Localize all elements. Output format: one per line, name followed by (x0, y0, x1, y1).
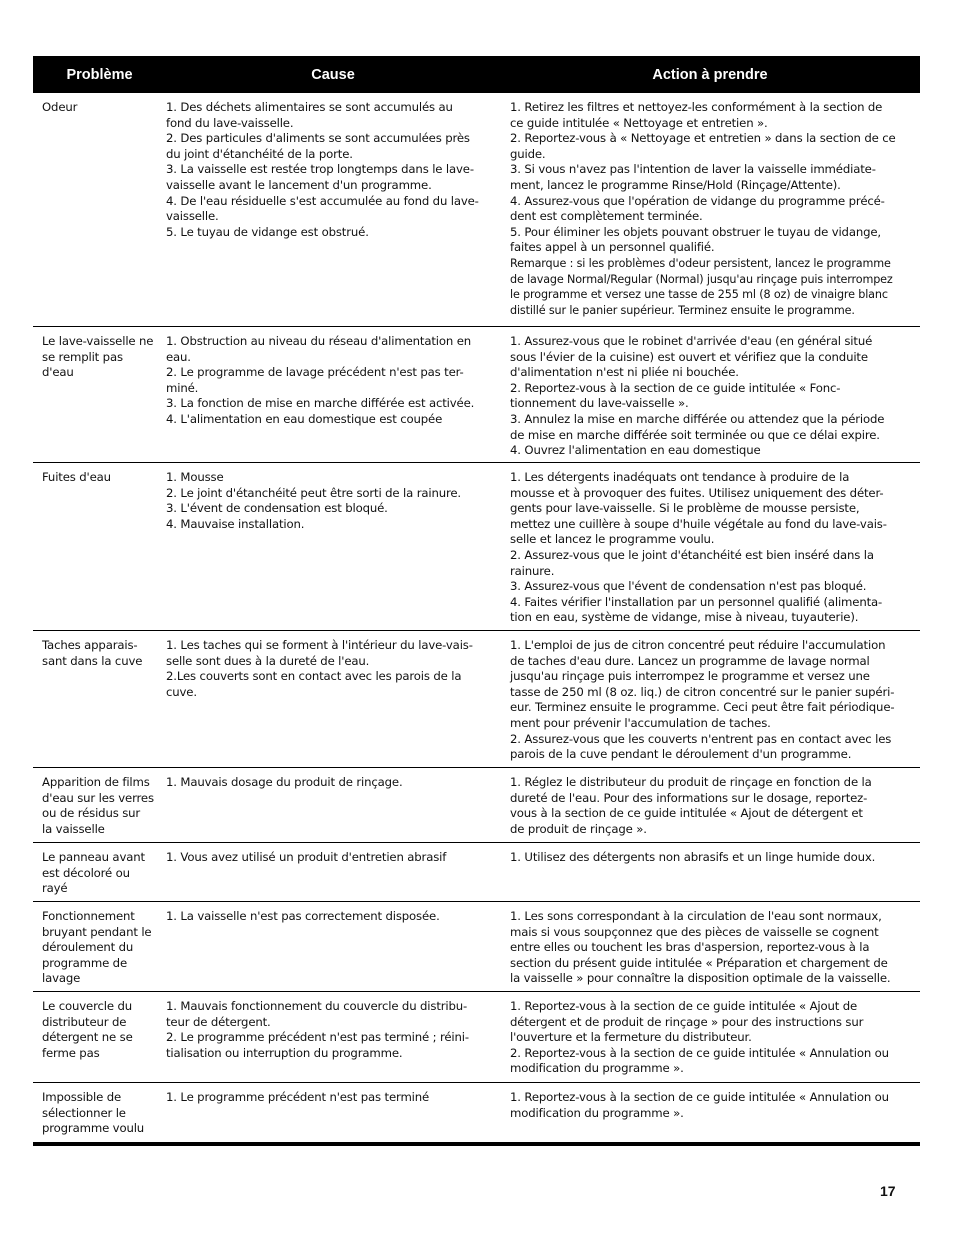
table-header (33, 56, 920, 93)
action-cell (510, 999, 920, 1082)
cell-text-line: d'eau sur les verres (42, 790, 154, 805)
cell-text-line: détergent ne se (42, 1030, 133, 1045)
cell-text-line: 1. Le programme précédent n'est pas terminé (166, 1090, 430, 1104)
cell-text-line: vaisselle avant le lancement d'un programme. (166, 177, 432, 192)
cell-text-line: tialisation ou interruption du programme. (166, 1045, 403, 1060)
problem-cell (33, 999, 166, 1082)
cell-text-line: 1. Vous avez utilisé un produit d'entretien abrasif (166, 850, 447, 864)
cell-text-line: se remplit pas (42, 349, 123, 364)
table-row (33, 93, 920, 327)
cause-cell (166, 850, 510, 901)
cell-text-line: Le panneau avant (42, 850, 145, 864)
remark-text-line: de lavage Normal/Regular (Normal) jusqu'au rinçage puis interrompez (510, 272, 893, 286)
table-row (33, 463, 920, 631)
cell-text-line: vaisselle. (166, 209, 219, 224)
cell-text-line: 2. Assurez-vous que le joint d'étanchéité est bien inséré dans la (510, 547, 874, 562)
cell-text-line: vous à la section de ce guide intitulée « Ajout de détergent et (510, 806, 863, 821)
cell-text-line: programme de (42, 955, 127, 970)
cell-text-line: Taches apparais- (42, 638, 138, 652)
cause-cell (166, 775, 510, 842)
cell-text-line: 1. Retirez les filtres et nettoyez-les conformément à la section de (510, 100, 883, 114)
cell-text-line: 1. Mousse (166, 470, 224, 484)
cell-text-line: 3. L'évent de condensation est bloqué. (166, 501, 388, 516)
cell-text-line: 1. L'emploi de jus de citron concentré peut réduire l'accumulation (510, 638, 886, 652)
cell-text-line: ou de résidus sur (42, 806, 141, 821)
cell-text-line: ferme pas (42, 1045, 100, 1060)
cell-text-line: teur de détergent. (166, 1014, 271, 1029)
table-row (33, 768, 920, 843)
cell-text-line: dent est complètement terminée. (510, 209, 703, 224)
remark-note (510, 256, 908, 318)
cell-text-line: 1. Mauvais fonctionnement du couvercle du distribu- (166, 999, 468, 1013)
cell-text-line: entre elles ou touchent les bras d'aspersion, reportez-vous à la (510, 940, 870, 955)
cell-text-line: selle et lancez le programme voulu. (510, 532, 715, 547)
cell-text-line: faites appel à un personnel qualifié. (510, 240, 715, 255)
column-header-problem: Problème (66, 66, 133, 83)
cell-text-line: cuve. (166, 684, 197, 699)
cell-text-line: 1. Des déchets alimentaires se sont accumulés au (166, 100, 453, 114)
table-row (33, 843, 920, 902)
cell-text-line: ment, lancez le programme Rinse/Hold (Rinçage/Attente). (510, 177, 841, 192)
cell-text-line: 2. Le joint d'étanchéité peut être sorti de la rainure. (166, 485, 461, 500)
cause-cell (166, 334, 510, 462)
cell-text-line: 1. Reportez-vous à la section de ce guide intitulée « Annulation ou (510, 1090, 889, 1104)
cell-text-line: la vaisselle » pour connaître la disposition optimale de la vaisselle. (510, 971, 891, 986)
remark-text-line: distillé sur le panier supérieur. Terminez ensuite le programme. (510, 303, 855, 317)
cell-text-line: rainure. (510, 563, 555, 578)
cell-text-line: 4. Assurez-vous que l'opération de vidange du programme précé- (510, 193, 885, 208)
cell-text-line: miné. (166, 380, 199, 395)
cell-text-line: mettez une cuillère à soupe d'huile végétale au fond du lave-vais- (510, 516, 887, 531)
cell-text-line: selle sont dues à la dureté de l'eau. (166, 653, 370, 668)
cell-text-line: 2. Reportez-vous à « Nettoyage et entretien » dans la section de ce (510, 131, 896, 146)
cell-text-line: du joint d'étanchéité de la porte. (166, 146, 353, 161)
cell-text-line: 1. Réglez le distributeur du produit de rinçage en fonction de la (510, 775, 872, 789)
cause-cell (166, 909, 510, 991)
cell-text-line: lavage (42, 971, 81, 986)
column-header-action: Action à prendre (652, 66, 768, 83)
cell-text-line: sélectionner le (42, 1105, 126, 1120)
cell-text-line: programme voulu (42, 1121, 145, 1136)
problem-cell (33, 470, 166, 630)
cell-text-line: de mise en marche différée soit terminée ou que ce délai expire. (510, 427, 880, 442)
cell-text-line: modification du programme ». (510, 1105, 684, 1120)
cell-text-line: 4. Mauvaise installation. (166, 516, 305, 531)
cell-text-line: eau. (166, 349, 191, 364)
cell-text-line: gents pour lave-vaisselle. Si le problème de mousse persiste, (510, 501, 860, 516)
cell-text-line: 4. L'alimentation en eau domestique est coupée (166, 411, 443, 426)
cell-text-line: 1. Les détergents inadéquats ont tendance à produire de la (510, 470, 850, 484)
cell-text-line: eur. Terminez ensuite le programme. Ceci peut être fait périodique- (510, 700, 895, 715)
cell-text-line: tion en eau, système de vidange, mise à niveau, tuyauterie). (510, 610, 859, 625)
problem-cell (33, 334, 166, 462)
problem-cell (33, 1090, 166, 1142)
cell-text-line: 4. Ouvrez l'alimentation en eau domestique (510, 443, 761, 458)
action-cell (510, 1090, 920, 1142)
remark-text-line: le programme et versez une tasse de 255 ml (8 oz) de vinaigre blanc (510, 288, 888, 302)
cell-text-line: 3. Assurez-vous que l'évent de condensation n'est pas bloqué. (510, 579, 867, 594)
cell-text-line: dureté de l'eau. Pour des informations sur le dosage, reportez- (510, 790, 868, 805)
cell-text-line: ment pour prévenir l'accumulation de taches. (510, 715, 771, 730)
table-row (33, 992, 920, 1083)
cause-cell (166, 638, 510, 767)
cell-text-line: 1. Assurez-vous que le robinet d'arrivée d'eau (en général situé (510, 334, 873, 348)
cell-text-line: 1. Les sons correspondant à la circulation de l'eau sont normaux, (510, 909, 882, 923)
cell-text-line: la vaisselle (42, 821, 105, 836)
table-row (33, 1083, 920, 1142)
cell-text-line: Fuites d'eau (42, 470, 111, 484)
cell-text-line: 2. Le programme de lavage précédent n'est pas ter- (166, 365, 464, 380)
action-cell (510, 850, 920, 901)
cell-text-line: déroulement du (42, 940, 134, 955)
cell-text-line: d'eau (42, 365, 74, 380)
cell-text-line: 1. Mauvais dosage du produit de rinçage. (166, 775, 403, 789)
cell-text-line: 3. La fonction de mise en marche différée est activée. (166, 396, 475, 411)
cell-text-line: 2. Le programme précédent n'est pas terminé ; réini- (166, 1030, 469, 1045)
cell-text-line: Le lave-vaisselle ne (42, 334, 154, 348)
cell-text-line: Apparition de films (42, 775, 150, 789)
cause-cell (166, 999, 510, 1082)
problem-cell (33, 100, 166, 326)
cell-text-line: de taches d'eau dure. Lancez un programme de lavage normal (510, 653, 870, 668)
problem-cell (33, 638, 166, 767)
cell-text-line: 4. De l'eau résiduelle s'est accumulée au fond du lave- (166, 193, 479, 208)
action-cell (510, 470, 920, 630)
cell-text-line: mais si vous soupçonnez que des pièces de vaisselle se cognent (510, 924, 879, 939)
cell-text-line: 5. Pour éliminer les objets pouvant obstruer le tuyau de vidange, (510, 224, 881, 239)
cell-text-line: fond du lave-vaisselle. (166, 115, 294, 130)
cell-text-line: 3. Annulez la mise en marche différée ou attendez que la période (510, 411, 885, 426)
cell-text-line: de produit de rinçage ». (510, 821, 647, 836)
cell-text-line: rayé (42, 881, 68, 896)
cell-text-line: sant dans la cuve (42, 653, 143, 668)
cell-text-line: l'ouverture et la fermeture du distributeur. (510, 1030, 752, 1045)
table-row (33, 631, 920, 768)
cell-text-line: 1. Reportez-vous à la section de ce guide intitulée « Ajout de (510, 999, 858, 1013)
problem-cell (33, 850, 166, 901)
cell-text-line: détergent et de produit de rinçage » pour des instructions sur (510, 1014, 864, 1029)
remark-text-line: Remarque : si les problèmes d'odeur persistent, lancez le programme (510, 256, 891, 270)
cell-text-line: 2.Les couverts sont en contact avec les parois de la (166, 669, 462, 684)
cause-cell (166, 470, 510, 630)
cell-text-line: d'alimentation n'est ni pliée ni bouchée. (510, 365, 739, 380)
action-cell (510, 334, 920, 462)
cell-text-line: Le couvercle du (42, 999, 133, 1013)
cell-text-line: 5. Le tuyau de vidange est obstrué. (166, 224, 369, 239)
cause-cell (166, 100, 510, 326)
problem-cell (33, 775, 166, 842)
cell-text-line: 1. Utilisez des détergents non abrasifs et un linge humide doux. (510, 850, 876, 864)
cell-text-line: mousse et à provoquer des fuites. Utilisez uniquement des déter- (510, 485, 884, 500)
cell-text-line: 2. Assurez-vous que les couverts n'entrent pas en contact avec les (510, 731, 892, 746)
cell-text-line: 2. Des particules d'aliments se sont accumulées près (166, 131, 470, 146)
table-row (33, 902, 920, 992)
action-cell (510, 100, 920, 326)
table-row (33, 327, 920, 463)
cell-text-line: tasse de 250 ml (8 oz. liq.) de citron concentré sur le panier supéri- (510, 684, 895, 699)
page-number: 17 (880, 1183, 896, 1199)
cause-cell (166, 1090, 510, 1142)
cell-text-line: guide. (510, 146, 546, 161)
column-header-cause: Cause (311, 66, 355, 83)
cell-text-line: est décoloré ou (42, 865, 130, 880)
cell-text-line: 2. Reportez-vous à la section de ce guide intitulée « Annulation ou (510, 1045, 889, 1060)
cell-text-line: Fonctionnement (42, 909, 135, 923)
cell-text-line: distributeur de (42, 1014, 127, 1029)
cell-text-line: 2. Reportez-vous à la section de ce guide intitulée « Fonc- (510, 380, 841, 395)
cell-text-line: 3. La vaisselle est restée trop longtemps dans le lave- (166, 162, 474, 177)
action-cell (510, 775, 920, 842)
action-cell (510, 909, 920, 991)
cell-text-line: 1. La vaisselle n'est pas correctement disposée. (166, 909, 440, 923)
cell-text-line: ce guide intitulée « Nettoyage et entretien ». (510, 115, 768, 130)
cell-text-line: bruyant pendant le (42, 924, 152, 939)
cell-text-line: 3. Si vous n'avez pas l'intention de laver la vaisselle immédiate- (510, 162, 876, 177)
action-cell (510, 638, 920, 767)
cell-text-line: tionnement du lave-vaisselle ». (510, 396, 689, 411)
troubleshooting-table (33, 56, 920, 1146)
problem-cell (33, 909, 166, 991)
table-body (33, 93, 920, 1142)
cell-text-line: 1. Les taches qui se forment à l'intérieur du lave-vais- (166, 638, 473, 652)
cell-text-line: sous l'évier de la cuisine) est ouvert et vérifiez que la conduite (510, 349, 868, 364)
cell-text-line: modification du programme ». (510, 1061, 684, 1076)
cell-text-line: Odeur (42, 100, 78, 114)
cell-text-line: 1. Obstruction au niveau du réseau d'alimentation en (166, 334, 471, 348)
cell-text-line: section du présent guide intitulée « Préparation et chargement de (510, 955, 888, 970)
cell-text-line: 4. Faites vérifier l'installation par un personnel qualifié (alimenta- (510, 594, 883, 609)
cell-text-line: Impossible de (42, 1090, 122, 1104)
cell-text-line: parois de la cuve pendant le déroulement d'un programme. (510, 747, 852, 762)
cell-text-line: jusqu'au rinçage puis interrompez le programme et versez une (510, 669, 870, 684)
